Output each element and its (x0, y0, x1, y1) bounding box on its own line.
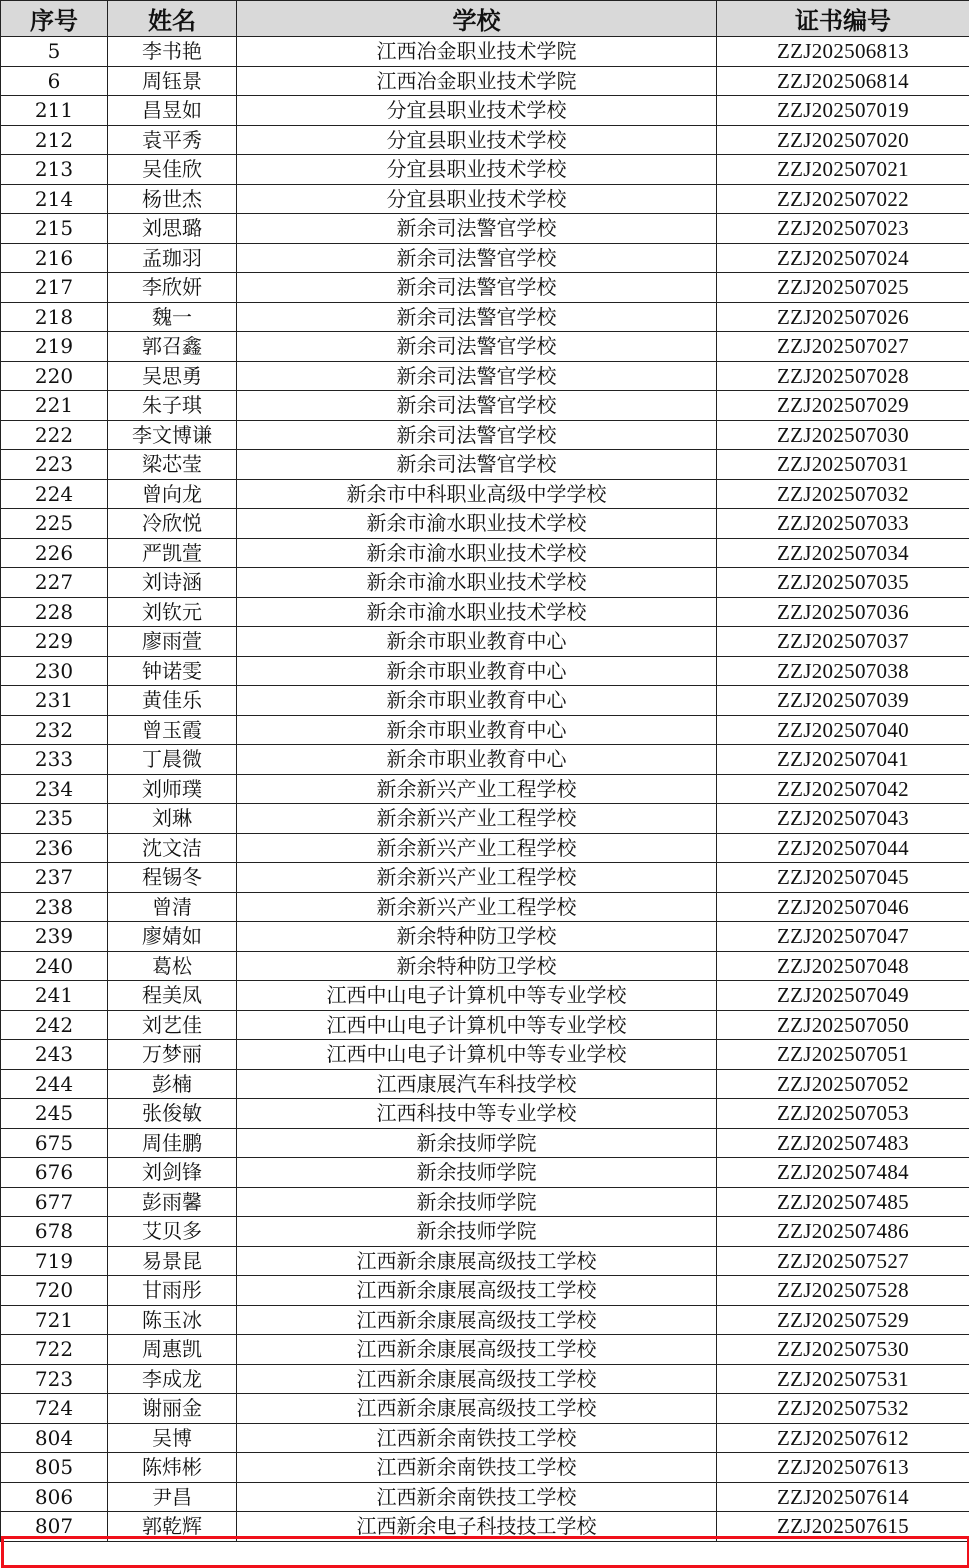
cell-index: 235 (1, 804, 108, 834)
table-row (1, 627, 969, 657)
cell-school: 新余新兴产业工程学校 (237, 892, 717, 922)
table-row (1, 1423, 969, 1453)
cell-certificate-no: ZZJ202507023 (717, 214, 969, 244)
cell-school: 新余新兴产业工程学校 (237, 863, 717, 893)
cell-index: 804 (1, 1423, 108, 1453)
table-row (1, 686, 969, 716)
cell-school: 江西新余康展高级技工学校 (237, 1305, 717, 1335)
table-row (1, 1099, 969, 1129)
cell-name: 曾清 (108, 892, 237, 922)
cell-name: 葛松 (108, 951, 237, 981)
cell-school: 新余技师学院 (237, 1158, 717, 1188)
table-row (1, 273, 969, 303)
cell-school: 分宜县职业技术学校 (237, 155, 717, 185)
table-row (1, 597, 969, 627)
cell-index: 241 (1, 981, 108, 1011)
cell-index: 807 (1, 1512, 108, 1542)
cell-certificate-no: ZZJ202507031 (717, 450, 969, 480)
cell-name: 吴博 (108, 1423, 237, 1453)
cell-certificate-no: ZZJ202507613 (717, 1453, 969, 1483)
cell-certificate-no: ZZJ202507047 (717, 922, 969, 952)
cell-index: 238 (1, 892, 108, 922)
cell-name: 杨世杰 (108, 184, 237, 214)
table-row (1, 361, 969, 391)
cell-certificate-no: ZZJ202507024 (717, 243, 969, 273)
cell-index: 231 (1, 686, 108, 716)
cell-certificate-no: ZZJ202507050 (717, 1010, 969, 1040)
cell-certificate-no: ZZJ202507030 (717, 420, 969, 450)
cell-index: 230 (1, 656, 108, 686)
cell-school: 新余司法警官学校 (237, 450, 717, 480)
cell-name: 李文博谦 (108, 420, 237, 450)
table-row (1, 184, 969, 214)
cell-index: 5 (1, 37, 108, 67)
table-row (1, 302, 969, 332)
header-school: 学校 (237, 1, 717, 37)
table-row (1, 1453, 969, 1483)
cell-index: 218 (1, 302, 108, 332)
cell-school: 分宜县职业技术学校 (237, 184, 717, 214)
cell-name: 程锡冬 (108, 863, 237, 893)
cell-school: 新余市职业教育中心 (237, 745, 717, 775)
cell-index: 244 (1, 1069, 108, 1099)
cell-certificate-no: ZZJ202507044 (717, 833, 969, 863)
cell-certificate-no: ZZJ202507042 (717, 774, 969, 804)
cell-name: 吴佳欣 (108, 155, 237, 185)
cell-index: 228 (1, 597, 108, 627)
cell-index: 724 (1, 1394, 108, 1424)
cell-certificate-no: ZZJ202507037 (717, 627, 969, 657)
cell-name: 刘师璞 (108, 774, 237, 804)
cell-index: 224 (1, 479, 108, 509)
cell-index: 215 (1, 214, 108, 244)
cell-school: 新余市中科职业高级中学学校 (237, 479, 717, 509)
cell-name: 万梦丽 (108, 1040, 237, 1070)
cell-index: 237 (1, 863, 108, 893)
cell-index: 677 (1, 1187, 108, 1217)
table-row (1, 1040, 969, 1070)
cell-name: 艾贝多 (108, 1217, 237, 1247)
cell-name: 袁平秀 (108, 125, 237, 155)
cell-index: 720 (1, 1276, 108, 1306)
cell-index: 227 (1, 568, 108, 598)
cell-school: 江西中山电子计算机中等专业学校 (237, 981, 717, 1011)
cell-school: 新余司法警官学校 (237, 243, 717, 273)
cell-certificate-no: ZZJ202507615 (717, 1512, 969, 1542)
cell-index: 242 (1, 1010, 108, 1040)
cell-name: 廖婧如 (108, 922, 237, 952)
cell-school: 新余司法警官学校 (237, 214, 717, 244)
cell-index: 239 (1, 922, 108, 952)
table-row (1, 1187, 969, 1217)
cell-certificate-no: ZZJ202507048 (717, 951, 969, 981)
table-row (1, 1394, 969, 1424)
table-row (1, 1305, 969, 1335)
cell-name: 孟珈羽 (108, 243, 237, 273)
cell-name: 沈文洁 (108, 833, 237, 863)
cell-school: 江西中山电子计算机中等专业学校 (237, 1040, 717, 1070)
cell-certificate-no: ZZJ202507485 (717, 1187, 969, 1217)
cell-name: 李成龙 (108, 1364, 237, 1394)
cell-name: 曾玉霞 (108, 715, 237, 745)
cell-name: 尹昌 (108, 1482, 237, 1512)
cell-name: 朱子琪 (108, 391, 237, 421)
cell-school: 江西科技中等专业学校 (237, 1099, 717, 1129)
table-row (1, 951, 969, 981)
cell-index: 236 (1, 833, 108, 863)
table-row (1, 155, 969, 185)
cell-index: 805 (1, 1453, 108, 1483)
table-row (1, 568, 969, 598)
cell-certificate-no: ZZJ202506814 (717, 66, 969, 96)
cell-certificate-no: ZZJ202507612 (717, 1423, 969, 1453)
cell-school: 新余技师学院 (237, 1128, 717, 1158)
header-index: 序号 (1, 1, 108, 37)
cell-index: 245 (1, 1099, 108, 1129)
cell-certificate-no: ZZJ202507532 (717, 1394, 969, 1424)
cell-school: 新余特种防卫学校 (237, 951, 717, 981)
cell-school: 新余司法警官学校 (237, 302, 717, 332)
table-row (1, 1069, 969, 1099)
table-row (1, 1276, 969, 1306)
cell-name: 陈玉冰 (108, 1305, 237, 1335)
cell-certificate-no: ZZJ202507051 (717, 1040, 969, 1070)
cell-school: 新余市职业教育中心 (237, 686, 717, 716)
cell-index: 219 (1, 332, 108, 362)
header-name: 姓名 (108, 1, 237, 37)
cell-name: 刘钦元 (108, 597, 237, 627)
table-row (1, 332, 969, 362)
table-row (1, 243, 969, 273)
cell-certificate-no: ZZJ202507530 (717, 1335, 969, 1365)
table-row (1, 1335, 969, 1365)
cell-certificate-no: ZZJ202507043 (717, 804, 969, 834)
cell-index: 216 (1, 243, 108, 273)
cell-school: 江西新余康展高级技工学校 (237, 1276, 717, 1306)
cell-school: 新余特种防卫学校 (237, 922, 717, 952)
cell-index: 213 (1, 155, 108, 185)
cell-index: 225 (1, 509, 108, 539)
cell-index: 678 (1, 1217, 108, 1247)
cell-certificate-no: ZZJ202507036 (717, 597, 969, 627)
cell-certificate-no: ZZJ202507486 (717, 1217, 969, 1247)
cell-name: 李书艳 (108, 37, 237, 67)
cell-name: 廖雨萱 (108, 627, 237, 657)
cell-index: 723 (1, 1364, 108, 1394)
cell-school: 新余新兴产业工程学校 (237, 804, 717, 834)
table-row (1, 1010, 969, 1040)
cell-school: 新余市职业教育中心 (237, 627, 717, 657)
cell-index: 233 (1, 745, 108, 775)
cell-certificate-no: ZZJ202507025 (717, 273, 969, 303)
cell-school: 江西新余康展高级技工学校 (237, 1364, 717, 1394)
cell-name: 吴思勇 (108, 361, 237, 391)
table-row (1, 863, 969, 893)
cell-name: 陈炜彬 (108, 1453, 237, 1483)
cell-name: 刘思璐 (108, 214, 237, 244)
cell-name: 郭召鑫 (108, 332, 237, 362)
table-row (1, 420, 969, 450)
cell-name: 严凯萱 (108, 538, 237, 568)
table-row (1, 981, 969, 1011)
cell-certificate-no: ZZJ202507027 (717, 332, 969, 362)
cell-certificate-no: ZZJ202507034 (717, 538, 969, 568)
cell-school: 新余新兴产业工程学校 (237, 833, 717, 863)
table-row (1, 125, 969, 155)
cell-certificate-no: ZZJ202507046 (717, 892, 969, 922)
cell-certificate-no: ZZJ202507019 (717, 96, 969, 126)
cell-index: 221 (1, 391, 108, 421)
cell-certificate-no: ZZJ202507531 (717, 1364, 969, 1394)
cell-school: 江西康展汽车科技学校 (237, 1069, 717, 1099)
cell-index: 220 (1, 361, 108, 391)
cell-index: 212 (1, 125, 108, 155)
cell-name: 郭乾辉 (108, 1512, 237, 1542)
cell-school: 江西新余康展高级技工学校 (237, 1246, 717, 1276)
cell-index: 222 (1, 420, 108, 450)
cell-school: 江西新余南铁技工学校 (237, 1423, 717, 1453)
cell-school: 江西新余南铁技工学校 (237, 1482, 717, 1512)
table-row (1, 1482, 969, 1512)
header-certificate-no: 证书编号 (717, 1, 969, 37)
cell-school: 新余司法警官学校 (237, 391, 717, 421)
cell-name: 甘雨彤 (108, 1276, 237, 1306)
cell-certificate-no: ZZJ202507032 (717, 479, 969, 509)
cell-school: 新余司法警官学校 (237, 420, 717, 450)
cell-school: 新余司法警官学校 (237, 273, 717, 303)
cell-school: 江西中山电子计算机中等专业学校 (237, 1010, 717, 1040)
cell-certificate-no: ZZJ202507028 (717, 361, 969, 391)
cell-name: 周钰景 (108, 66, 237, 96)
cell-certificate-no: ZZJ202507021 (717, 155, 969, 185)
cell-school: 新余市渝水职业技术学校 (237, 538, 717, 568)
cell-certificate-no: ZZJ202507045 (717, 863, 969, 893)
cell-school: 新余司法警官学校 (237, 332, 717, 362)
cell-index: 240 (1, 951, 108, 981)
cell-school: 新余新兴产业工程学校 (237, 774, 717, 804)
cell-school: 新余技师学院 (237, 1217, 717, 1247)
cell-school: 江西新余康展高级技工学校 (237, 1335, 717, 1365)
table-row (1, 479, 969, 509)
table-row (1, 804, 969, 834)
cell-certificate-no: ZZJ202507035 (717, 568, 969, 598)
cell-index: 806 (1, 1482, 108, 1512)
cell-certificate-no: ZZJ202507039 (717, 686, 969, 716)
cell-school: 新余技师学院 (237, 1187, 717, 1217)
cell-certificate-no: ZZJ202507614 (717, 1482, 969, 1512)
table-row (1, 66, 969, 96)
cell-name: 冷欣悦 (108, 509, 237, 539)
cell-index: 6 (1, 66, 108, 96)
cell-certificate-no: ZZJ202507049 (717, 981, 969, 1011)
cell-name: 魏一 (108, 302, 237, 332)
table-row (1, 833, 969, 863)
cell-certificate-no: ZZJ202507020 (717, 125, 969, 155)
cell-name: 丁晨微 (108, 745, 237, 775)
cell-school: 江西冶金职业技术学院 (237, 66, 717, 96)
table-row (1, 391, 969, 421)
table-row (1, 1246, 969, 1276)
cell-certificate-no: ZZJ202507483 (717, 1128, 969, 1158)
cell-name: 彭雨馨 (108, 1187, 237, 1217)
cell-name: 刘诗涵 (108, 568, 237, 598)
cell-school: 江西新余康展高级技工学校 (237, 1394, 717, 1424)
cell-index: 721 (1, 1305, 108, 1335)
cell-certificate-no: ZZJ202507026 (717, 302, 969, 332)
cell-name: 易景昆 (108, 1246, 237, 1276)
cell-name: 李欣妍 (108, 273, 237, 303)
cell-index: 719 (1, 1246, 108, 1276)
cell-index: 722 (1, 1335, 108, 1365)
cell-certificate-no: ZZJ202507038 (717, 656, 969, 686)
table-row (1, 1512, 969, 1542)
cell-index: 214 (1, 184, 108, 214)
cell-name: 梁芯莹 (108, 450, 237, 480)
cell-school: 江西冶金职业技术学院 (237, 37, 717, 67)
table-row (1, 1128, 969, 1158)
cell-certificate-no: ZZJ202507033 (717, 509, 969, 539)
cell-name: 彭楠 (108, 1069, 237, 1099)
table-row (1, 509, 969, 539)
cell-index: 223 (1, 450, 108, 480)
table-row (1, 1217, 969, 1247)
table-row (1, 1158, 969, 1188)
cell-index: 676 (1, 1158, 108, 1188)
cell-index: 229 (1, 627, 108, 657)
table-row (1, 37, 969, 67)
cell-index: 243 (1, 1040, 108, 1070)
table-body (1, 37, 969, 1542)
table-row (1, 538, 969, 568)
cell-index: 226 (1, 538, 108, 568)
table-row (1, 922, 969, 952)
cell-certificate-no: ZZJ202506813 (717, 37, 969, 67)
cell-certificate-no: ZZJ202507022 (717, 184, 969, 214)
cell-index: 217 (1, 273, 108, 303)
table-row (1, 214, 969, 244)
cell-name: 昌昱如 (108, 96, 237, 126)
cell-certificate-no: ZZJ202507527 (717, 1246, 969, 1276)
cell-school: 新余市渝水职业技术学校 (237, 568, 717, 598)
cell-name: 黄佳乐 (108, 686, 237, 716)
cell-certificate-no: ZZJ202507029 (717, 391, 969, 421)
cell-name: 周佳鹏 (108, 1128, 237, 1158)
cell-school: 分宜县职业技术学校 (237, 125, 717, 155)
cell-school: 分宜县职业技术学校 (237, 96, 717, 126)
cell-name: 谢丽金 (108, 1394, 237, 1424)
cell-certificate-no: ZZJ202507053 (717, 1099, 969, 1129)
table-row (1, 1364, 969, 1394)
cell-school: 新余司法警官学校 (237, 361, 717, 391)
cell-school: 江西新余南铁技工学校 (237, 1453, 717, 1483)
cell-certificate-no: ZZJ202507040 (717, 715, 969, 745)
cell-certificate-no: ZZJ202507528 (717, 1276, 969, 1306)
cell-name: 周惠凯 (108, 1335, 237, 1365)
cell-index: 234 (1, 774, 108, 804)
cell-name: 刘剑锋 (108, 1158, 237, 1188)
cell-index: 232 (1, 715, 108, 745)
cell-school: 江西新余电子科技技工学校 (237, 1512, 717, 1542)
cell-school: 新余市职业教育中心 (237, 715, 717, 745)
cell-name: 钟诺雯 (108, 656, 237, 686)
table-row (1, 715, 969, 745)
cell-certificate-no: ZZJ202507529 (717, 1305, 969, 1335)
cell-school: 新余市渝水职业技术学校 (237, 509, 717, 539)
table-row (1, 656, 969, 686)
cell-name: 刘艺佳 (108, 1010, 237, 1040)
cell-school: 新余市职业教育中心 (237, 656, 717, 686)
cell-certificate-no: ZZJ202507484 (717, 1158, 969, 1188)
cell-index: 675 (1, 1128, 108, 1158)
cell-name: 曾向龙 (108, 479, 237, 509)
table-row (1, 774, 969, 804)
table-row (1, 892, 969, 922)
cell-certificate-no: ZZJ202507052 (717, 1069, 969, 1099)
cell-name: 张俊敏 (108, 1099, 237, 1129)
table-row (1, 96, 969, 126)
cell-certificate-no: ZZJ202507041 (717, 745, 969, 775)
cell-school: 新余市渝水职业技术学校 (237, 597, 717, 627)
cell-name: 程美凤 (108, 981, 237, 1011)
header-row (1, 1, 969, 37)
table-row (1, 450, 969, 480)
table-row (1, 745, 969, 775)
cell-name: 刘琳 (108, 804, 237, 834)
cell-index: 211 (1, 96, 108, 126)
